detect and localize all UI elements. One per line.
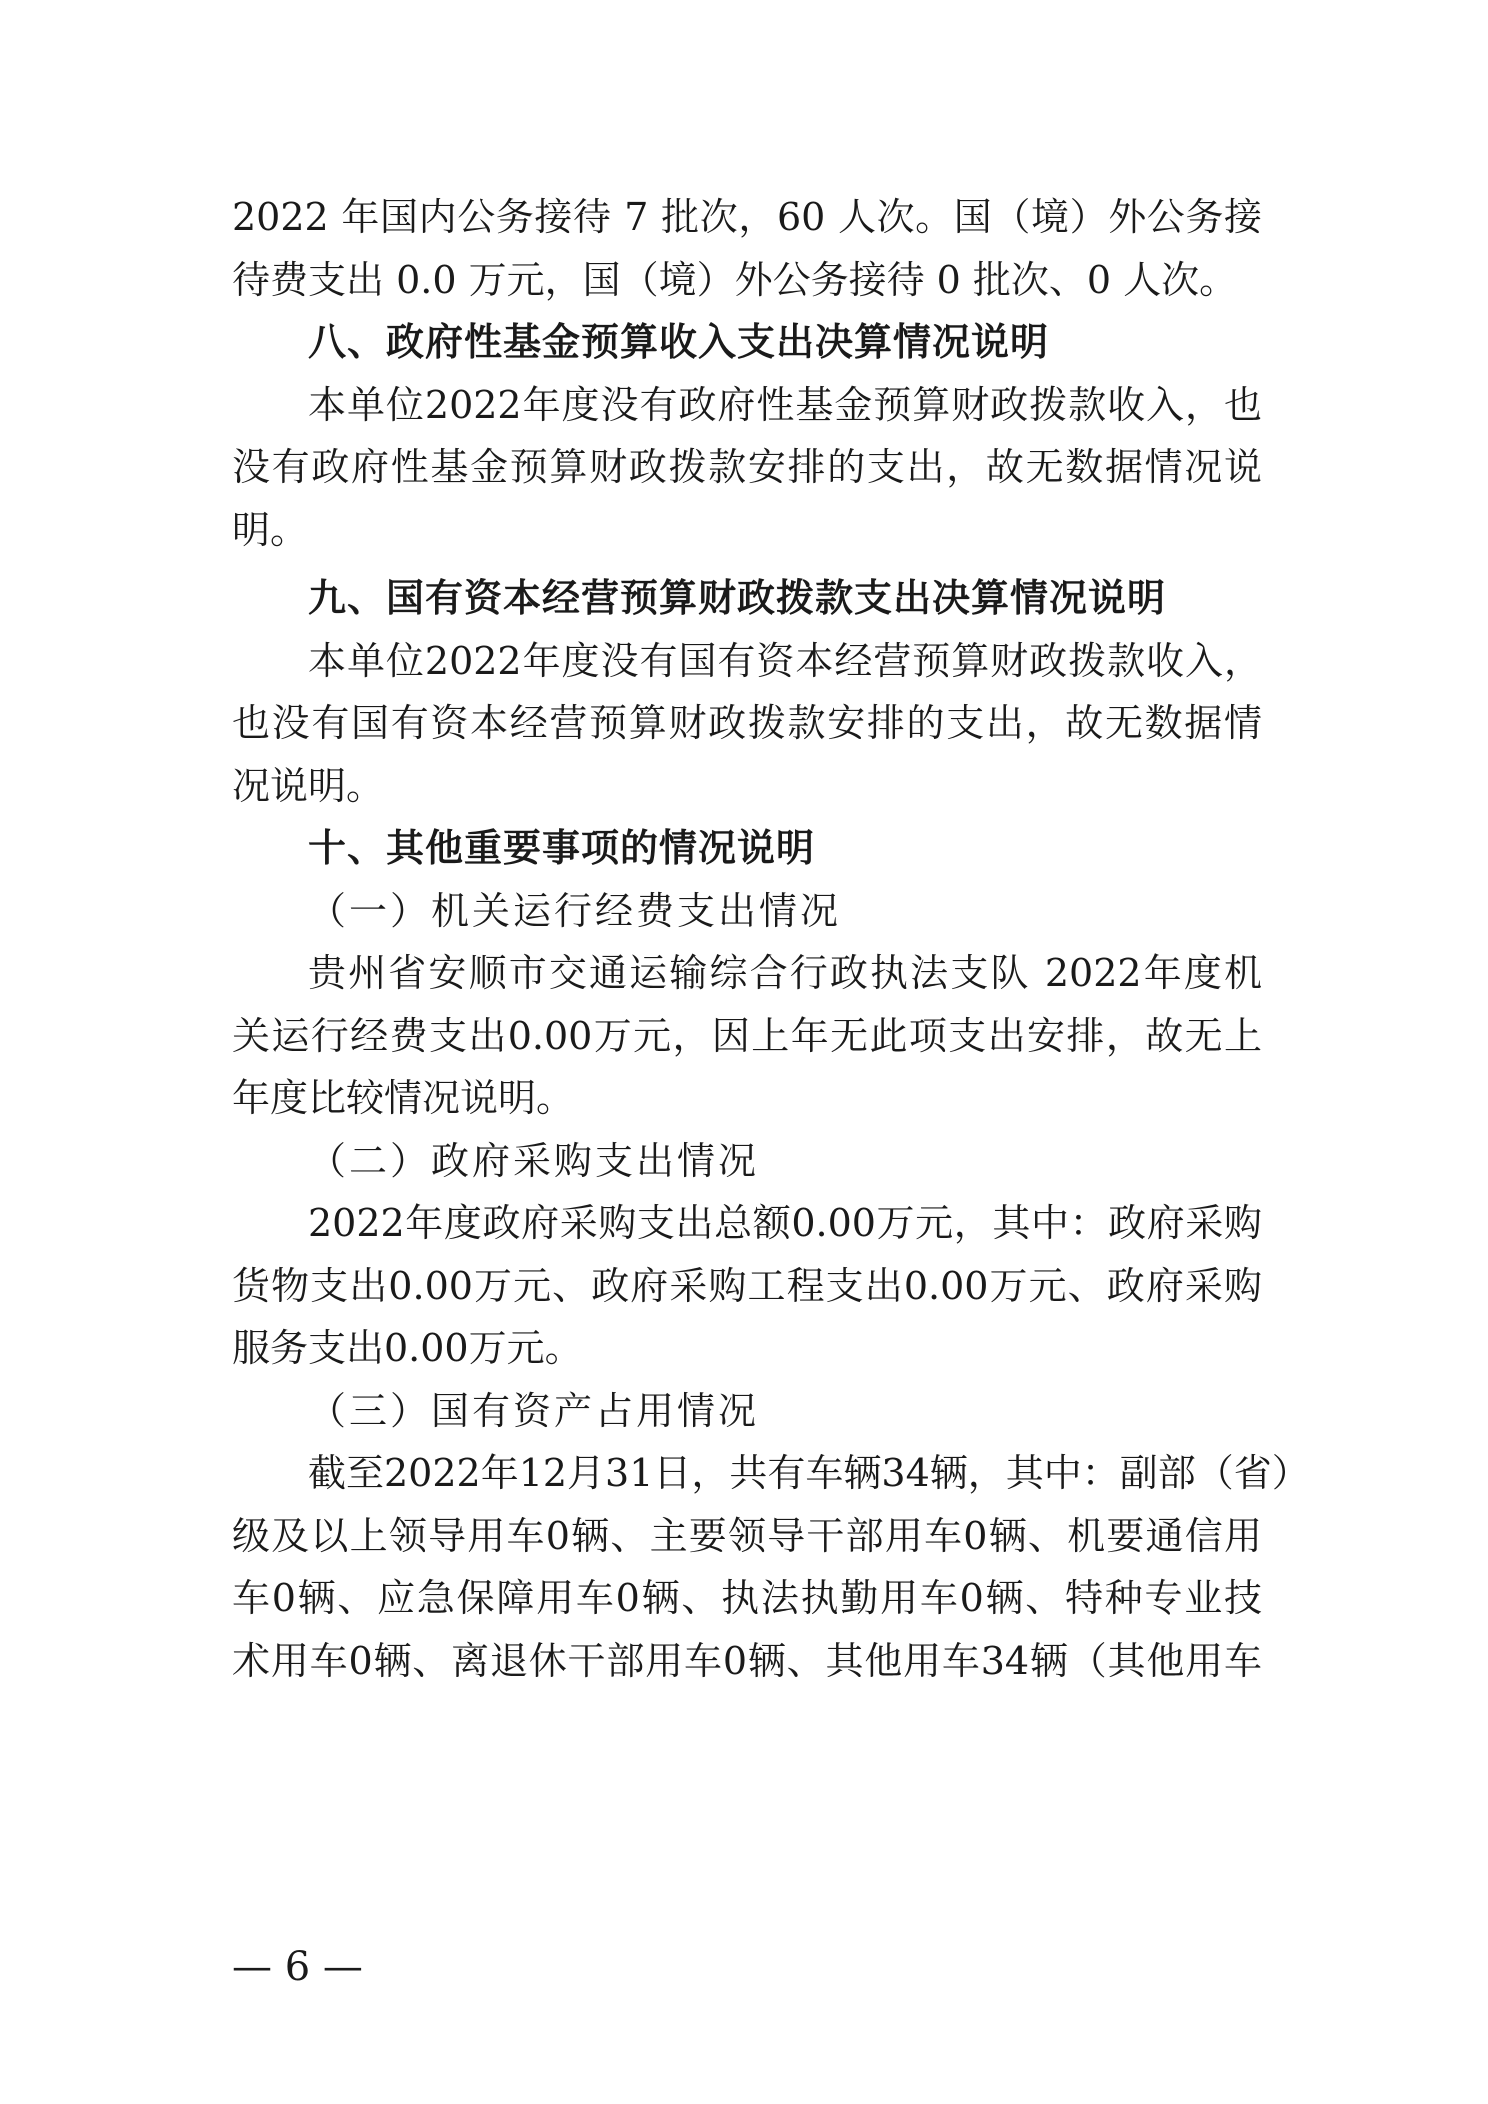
paragraph-line: 没有政府性基金预算财政拨款安排的支出，故无数据情况说 <box>232 445 1262 489</box>
paragraph-line: 2022年度政府采购支出总额0.00万元，其中：政府采购 <box>308 1201 1262 1245</box>
paragraph-line: 贵州省安顺市交通运输综合行政执法支队 2022年度机 <box>308 951 1262 995</box>
subsection-heading-2: （二）政府采购支出情况 <box>308 1138 760 1183</box>
paragraph-line: 也没有国有资本经营预算财政拨款安排的支出，故无数据情 <box>232 701 1262 745</box>
subsection-heading-3: （三）国有资产占用情况 <box>308 1388 760 1433</box>
paragraph-line: 车0辆、应急保障用车0辆、执法执勤用车0辆、特种专业技 <box>232 1576 1262 1620</box>
paragraph-line: 服务支出0.00万元。 <box>232 1326 583 1370</box>
paragraph-line: 术用车0辆、离退休干部用车0辆、其他用车34辆（其他用车 <box>232 1638 1262 1683</box>
paragraph-line: 况说明。 <box>232 763 385 808</box>
paragraph-line: 年度比较情况说明。 <box>232 1076 575 1120</box>
paragraph-line: 本单位2022年度没有政府性基金预算财政拨款收入，也 <box>308 382 1262 427</box>
section-heading-8: 八、政府性基金预算收入支出决算情况说明 <box>308 320 1050 364</box>
paragraph-line: 关运行经费支出0.00万元，因上年无此项支出安排，故无上 <box>232 1013 1262 1058</box>
paragraph-line: 截至2022年12月31日，共有车辆34辆，其中：副部（省） <box>308 1451 1310 1495</box>
page-number: — 6 — <box>232 1944 363 1990</box>
paragraph-line: 本单位2022年度没有国有资本经营预算财政拨款收入， <box>308 638 1262 683</box>
section-heading-10: 十、其他重要事项的情况说明 <box>308 826 816 870</box>
paragraph-line: 货物支出0.00万元、政府采购工程支出0.00万元、政府采购 <box>232 1263 1262 1308</box>
paragraph-line: 2022 年国内公务接待 7 批次，60 人次。国（境）外公务接 <box>232 195 1262 239</box>
paragraph-line: 明。 <box>232 507 309 552</box>
subsection-heading-1: （一）机关运行经费支出情况 <box>308 888 842 933</box>
document-body <box>232 186 1310 1692</box>
paragraph-line: 待费支出 0.0 万元，国（境）外公务接待 0 批次、0 人次。 <box>232 257 1238 302</box>
paragraph-line: 级及以上领导用车0辆、主要领导干部用车0辆、机要通信用 <box>232 1513 1262 1558</box>
section-heading-9: 九、国有资本经营预算财政拨款支出决算情况说明 <box>308 576 1167 620</box>
